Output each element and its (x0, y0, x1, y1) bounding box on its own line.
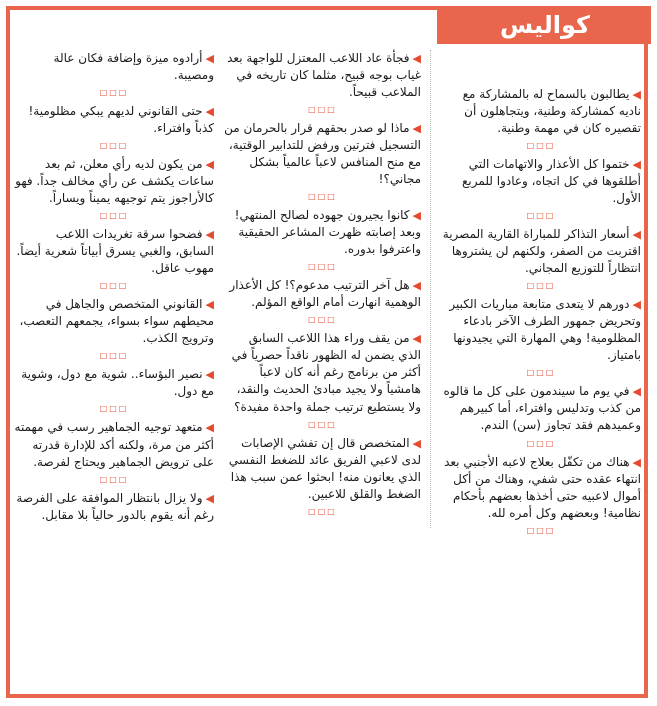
news-item: ◀المتخصص قال إن تفشي الإصابات لدى لاعبي الفريق عائد للضغط النفسي الذي يعانون منه! ابحثوا عمن سبب هذا الضغط والقلق للاعبين. (228, 435, 421, 501)
separator: □□□ (308, 262, 337, 272)
triangle-bullet-icon: ◀ (412, 436, 421, 450)
news-item: ◀في يوم ما سيندمون على كل ما قالوه من كذب وتدليس وافتراء، أما كبيرهم وعميدهم فقد تجاوز (سن) الندم. (443, 384, 641, 433)
news-item: ◀فجأة عاد اللاعب المعتزل للواجهة بعد غياب بوجه قبيح، مثلما كان تاريخه في الملاعب قبيحاً. (227, 51, 421, 100)
section-title: كواليس (500, 11, 590, 39)
news-item: ◀ختموا كل الأعذار والاتهامات التي أطلقوها في كل اتجاه، وعادوا للمربع الأول. (462, 157, 641, 206)
triangle-bullet-icon: ◀ (205, 368, 214, 382)
news-item: ◀أسعار التذاكر للمباراة القارية المصرية اقتربت من الصفر، ولكنهم لن يشتروها انتظاراً للتوزيع المجاني. (442, 227, 641, 276)
separator: □□□ (308, 105, 337, 115)
triangle-bullet-icon: ◀ (632, 88, 641, 101)
triangle-bullet-icon: ◀ (632, 385, 641, 399)
news-item: ◀دورهم لا يتعدى متابعة مباريات الكبير وتحريض جمهور الطرف الآخر بادعاء المظلومية! وهي المهارة التي يجيدونها بامتياز. (449, 297, 641, 363)
separator: □□□ (526, 141, 556, 151)
triangle-bullet-icon: ◀ (632, 455, 641, 469)
news-item: ◀هل آخر الترتيب مدعوم؟! كل الأعذار الوهمية انهارت أمام الواقع المؤلم. (229, 278, 421, 310)
column-right (441, 86, 641, 541)
triangle-bullet-icon: ◀ (412, 122, 421, 136)
news-item: ◀ماذا لو صدر بحقهم قرار بالحرمان من التسجيل فترتين ورفض للتدابير الوقتية، مع منح المنافس لاعباً عالمياً بشكل مجاني؟! (224, 121, 421, 187)
separator: □□□ (526, 438, 556, 448)
triangle-bullet-icon: ◀ (632, 298, 641, 312)
news-item: ◀كانوا يجيرون جهوده لصالح المنتهي! وبعد إصابته ظهرت المشاعر الحقيقية واعترفوا بدوره. (234, 208, 421, 257)
separator: □□□ (526, 281, 556, 291)
news-item: ◀من يقف وراء هذا اللاعب السابق الذي يضمن له الظهور ناقداً حصرياً في أكثر من برنامج رغم أنه كان لاعباً هامشياً ولا يجيد مبادئ الحديث والنقد، ولا يستطيع ترتيب جملة واحدة مفيدة؟ (231, 331, 421, 414)
column-left (14, 50, 214, 524)
separator: □□□ (99, 281, 129, 291)
triangle-bullet-icon: ◀ (205, 421, 214, 435)
separator: □□□ (526, 211, 556, 221)
separator: □□□ (308, 315, 337, 325)
separator: □□□ (308, 506, 337, 516)
news-item: ◀نصير البؤساء.. شوية مع دول، وشوية مع دول. (21, 367, 214, 399)
separator: □□□ (99, 474, 129, 484)
news-item: ◀أرادوه ميزة وإضافة فكان عالة ومصيبة. (53, 51, 214, 83)
separator: □□□ (99, 404, 129, 414)
triangle-bullet-icon: ◀ (205, 491, 214, 505)
triangle-bullet-icon: ◀ (412, 332, 421, 346)
separator: □□□ (526, 525, 556, 535)
news-item: ◀من يكون لديه رأي معلن، ثم بعد ساعات يكشف عن رأي مخالف جداً. فهو كالأراجوز يتم توجيهه يميناً ويساراً. (15, 157, 214, 206)
triangle-bullet-icon: ◀ (632, 228, 641, 242)
separator: □□□ (526, 368, 556, 378)
separator: □□□ (99, 211, 129, 221)
news-item: ◀متعهد توجيه الجماهير رسب في مهمته أكثر من مرة، ولكنه أكد للإدارة قدرته على ترويض الجماهير ويحتاج لفرصة. (14, 420, 214, 469)
triangle-bullet-icon: ◀ (205, 298, 214, 312)
news-item: ◀يطالبون بالسماح له بالمشاركة مع ناديه كمشاركة وطنية، ويتجاهلون أن تقصيره كان في مهمة وطنية. (462, 87, 641, 136)
separator: □□□ (99, 351, 129, 361)
news-item: ◀حتى القانوني لديهم يبكي مظلومية! كذباً وافتراء. (28, 104, 214, 136)
separator: □□□ (99, 88, 129, 98)
column-middle (224, 50, 421, 522)
separator: □□□ (308, 192, 337, 202)
news-item: ◀ولا يزال بانتظار الموافقة على الفرصة رغم أنه يقوم بالدور حالياً بلا مقابل. (16, 490, 214, 522)
triangle-bullet-icon: ◀ (205, 52, 214, 65)
news-item: ◀هناك من تكفّل بعلاج لاعبه الأجنبي بعد انتهاء عقده حتى شفي، وهناك من أكل أموال لاعبيه حتى أخذها بعضهم بأحكام نظامية! وبعضهم وكل أمره لله. (444, 454, 641, 520)
triangle-bullet-icon: ◀ (412, 209, 421, 223)
triangle-bullet-icon: ◀ (632, 158, 641, 172)
triangle-bullet-icon: ◀ (205, 228, 214, 242)
separator: □□□ (99, 141, 129, 151)
triangle-bullet-icon: ◀ (205, 105, 214, 119)
separator: □□□ (308, 419, 337, 429)
triangle-bullet-icon: ◀ (412, 279, 421, 293)
news-item: ◀فضحوا سرقة تغريدات اللاعب السابق، والغبي يسرق أبياتاً شعرية أيضاً. مهوب عاقل. (16, 227, 214, 276)
triangle-bullet-icon: ◀ (412, 52, 421, 65)
news-item: ◀القانوني المتخصص والجاهل في محيطهم سواء بسواء، يجمعهم التعصب، وترويج الكذب. (19, 297, 214, 346)
triangle-bullet-icon: ◀ (205, 158, 214, 172)
